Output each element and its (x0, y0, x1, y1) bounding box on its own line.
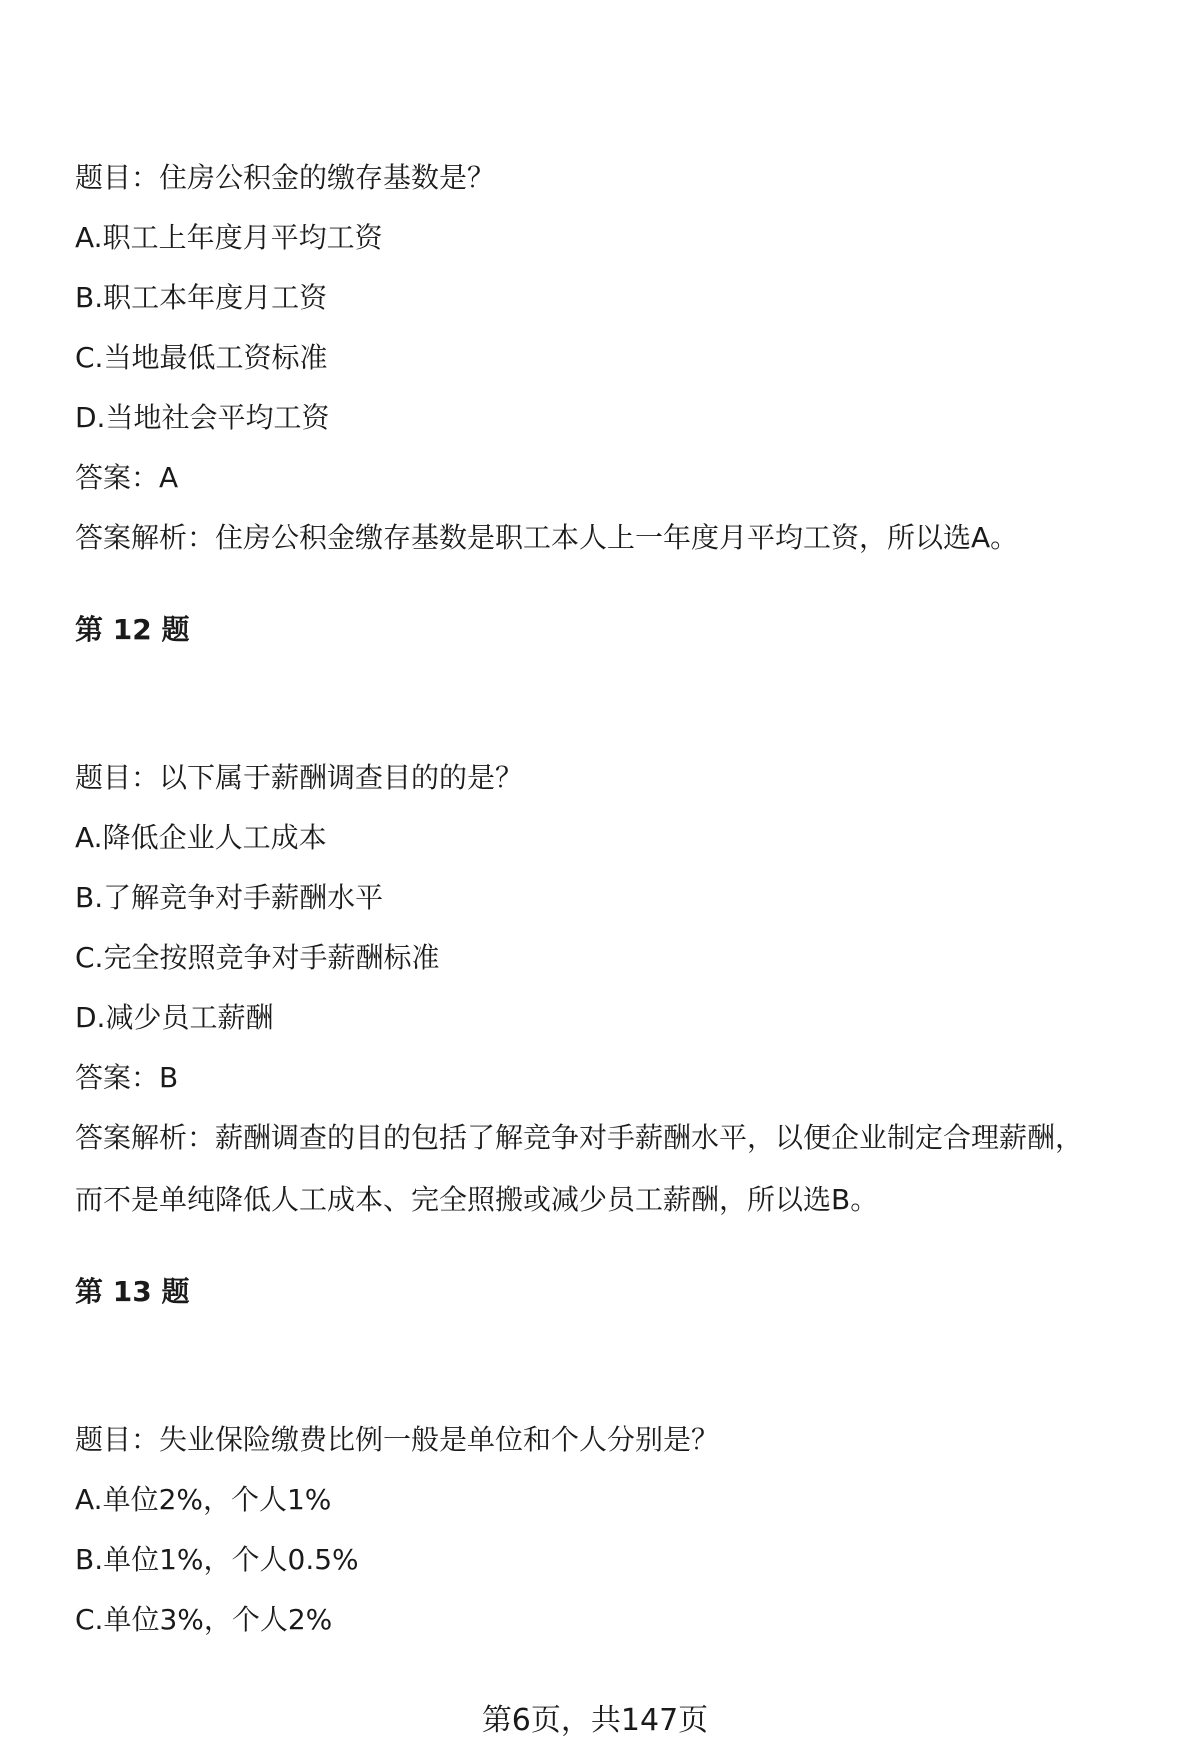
q11-answer: 答案：A (75, 461, 179, 494)
q11-question: 题目：住房公积金的缴存基数是？ (75, 161, 496, 194)
q13-heading: 第 13 题 (75, 1275, 190, 1308)
q12-heading: 第 12 题 (75, 613, 190, 646)
page-number-footer: 第6页，共147页 (481, 1703, 709, 1738)
q11-option-a: A.职工上年度月平均工资 (75, 221, 383, 254)
q12-option-c: C.完全按照竞争对手薪酬标准 (75, 941, 440, 974)
q12-question: 题目：以下属于薪酬调查目的的是？ (75, 761, 524, 794)
q11-analysis: 答案解析：住房公积金缴存基数是职工本人上一年度月平均工资，所以选A。 (75, 521, 1019, 554)
q12-option-a: A.降低企业人工成本 (75, 821, 327, 854)
q13-question: 题目：失业保险缴费比例一般是单位和个人分别是？ (75, 1423, 720, 1456)
q11-option-c: C.当地最低工资标准 (75, 341, 328, 374)
q13-option-a: A.单位2%，个人1% (75, 1483, 332, 1516)
q12-option-b: B.了解竞争对手薪酬水平 (75, 881, 384, 914)
q12-analysis-line-1: 答案解析：薪酬调查的目的包括了解竞争对手薪酬水平，以便企业制定合理薪酬， (75, 1121, 1084, 1154)
q12-answer: 答案：B (75, 1061, 179, 1094)
q13-option-b: B.单位1%，个人0.5% (75, 1543, 359, 1576)
q13-option-c: C.单位3%，个人2% (75, 1603, 333, 1636)
q11-option-d: D.当地社会平均工资 (75, 401, 330, 434)
q12-analysis-line-2: 而不是单纯降低人工成本、完全照搬或减少员工薪酬，所以选B。 (75, 1183, 879, 1216)
q11-option-b: B.职工本年度月工资 (75, 281, 328, 314)
q12-option-d: D.减少员工薪酬 (75, 1001, 274, 1034)
